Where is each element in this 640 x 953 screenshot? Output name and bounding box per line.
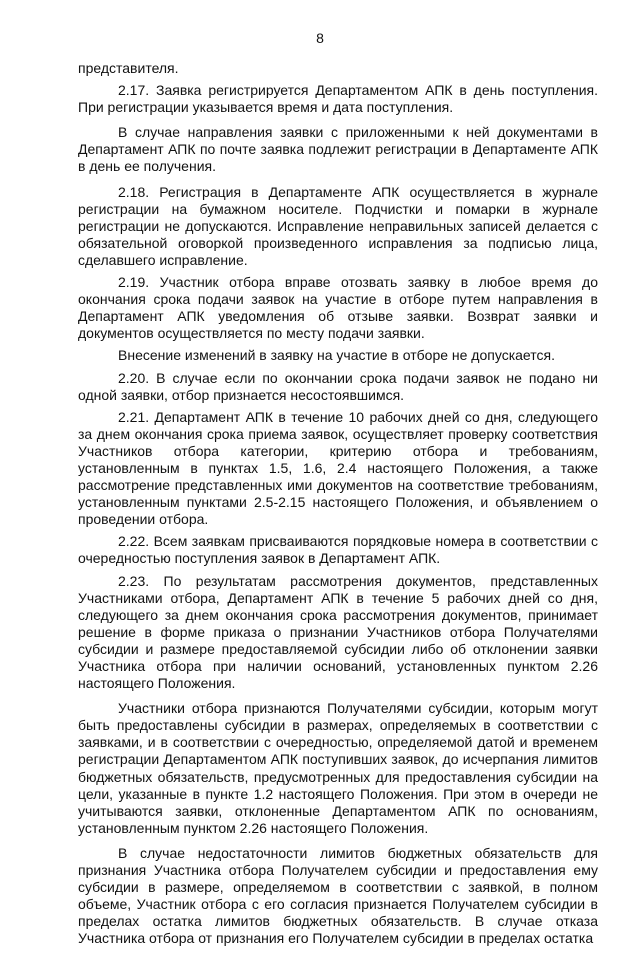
paragraph: 2.20. В случае если по окончании срока подачи заявок не подано ни одной заявки, отбор признается несостоявшимся. <box>78 369 598 403</box>
paragraph: 2.22. Всем заявкам присваиваются порядковые номера в соответствии с очередностью поступления заявок в Департамент АПК. <box>78 533 598 567</box>
paragraph: 2.23. По результатам рассмотрения документов, представленных Участниками отбора, Департамент АПК в течение 5 рабочих дней со дня, следующего за днем окончания срока рассмотрения документов, принимает решение в форме приказа о признании Участников отбора Получателями субсидии и размере предоставляемой субсидии либо об отклонении заявки Участника отбора при наличии оснований, установленных пунктом 2.26 настоящего Положения. <box>78 572 598 692</box>
paragraph: 2.17. Заявка регистрируется Департаментом АПК в день поступления. При регистрации указывается время и дата поступления. <box>78 82 598 116</box>
paragraph: Внесение изменений в заявку на участие в отборе не допускается. <box>118 347 555 364</box>
page-number: 8 <box>316 30 324 46</box>
paragraph: представителя. <box>78 60 179 76</box>
paragraph: 2.21. Департамент АПК в течение 10 рабочих дней со дня, следующего за днем окончания срока приема заявок, осуществляет проверку соответствия Участников отбора категории, критерию отбора и требованиям, установленным в пунктах 1.5, 1.6, 2.4 настоящего Положения, а также рассмотрение представленных ими документов на соответствие требованиям, установленным пунктами 2.5-2.15 настоящего Положения, и объявлением о проведении отбора. <box>78 408 598 528</box>
paragraph: 2.18. Регистрация в Департаменте АПК осуществляется в журнале регистрации на бумажном носителе. Подчистки и помарки в журнале регистрации не допускаются. Исправление неправильных записей делается с обязательной оговоркой произведенного исправления за подписью лица, сделавшего исправление. <box>78 183 598 268</box>
document-body <box>78 60 598 953</box>
paragraph: Участники отбора признаются Получателями субсидии, которым могут быть предоставлены субсидии в размерах, определяемых в соответствии с заявками, и в соответствии с очередностью, определяемой датой и временем регистрации Департаментом АПК поступивших заявок, до исчерпания лимитов бюджетных обязательств, предусмотренных для предоставления субсидии на цели, указанные в пункте 1.2 настоящего Положения. При этом в очереди не учитываются заявки, отклоненные Департаментом АПК по основаниям, установленным пунктом 2.26 настоящего Положения. <box>78 700 598 836</box>
paragraph: В случае недостаточности лимитов бюджетных обязательств для признания Участника отбора Получателем субсидии и предоставления ему субсидии в размере, определяемом в соответствии с заявкой, в полном объеме, Участник отбора с его согласия признается Получателем субсидии в пределах остатка лимитов бюджетных обязательств. В случае отказа Участника отбора от признания его Получателем субсидии в пределах остатка <box>78 844 598 947</box>
paragraph: 2.19. Участник отбора вправе отозвать заявку в любое время до окончания срока подачи заявок на участие в отборе путем направления в Департамент АПК уведомления об отзыве заявки. Возврат заявки и документов осуществляется по месту подачи заявки. <box>78 274 598 342</box>
paragraph: В случае направления заявки с приложенными к ней документами в Департамент АПК по почте заявка подлежит регистрации в Департаменте АПК в день ее получения. <box>78 124 598 175</box>
